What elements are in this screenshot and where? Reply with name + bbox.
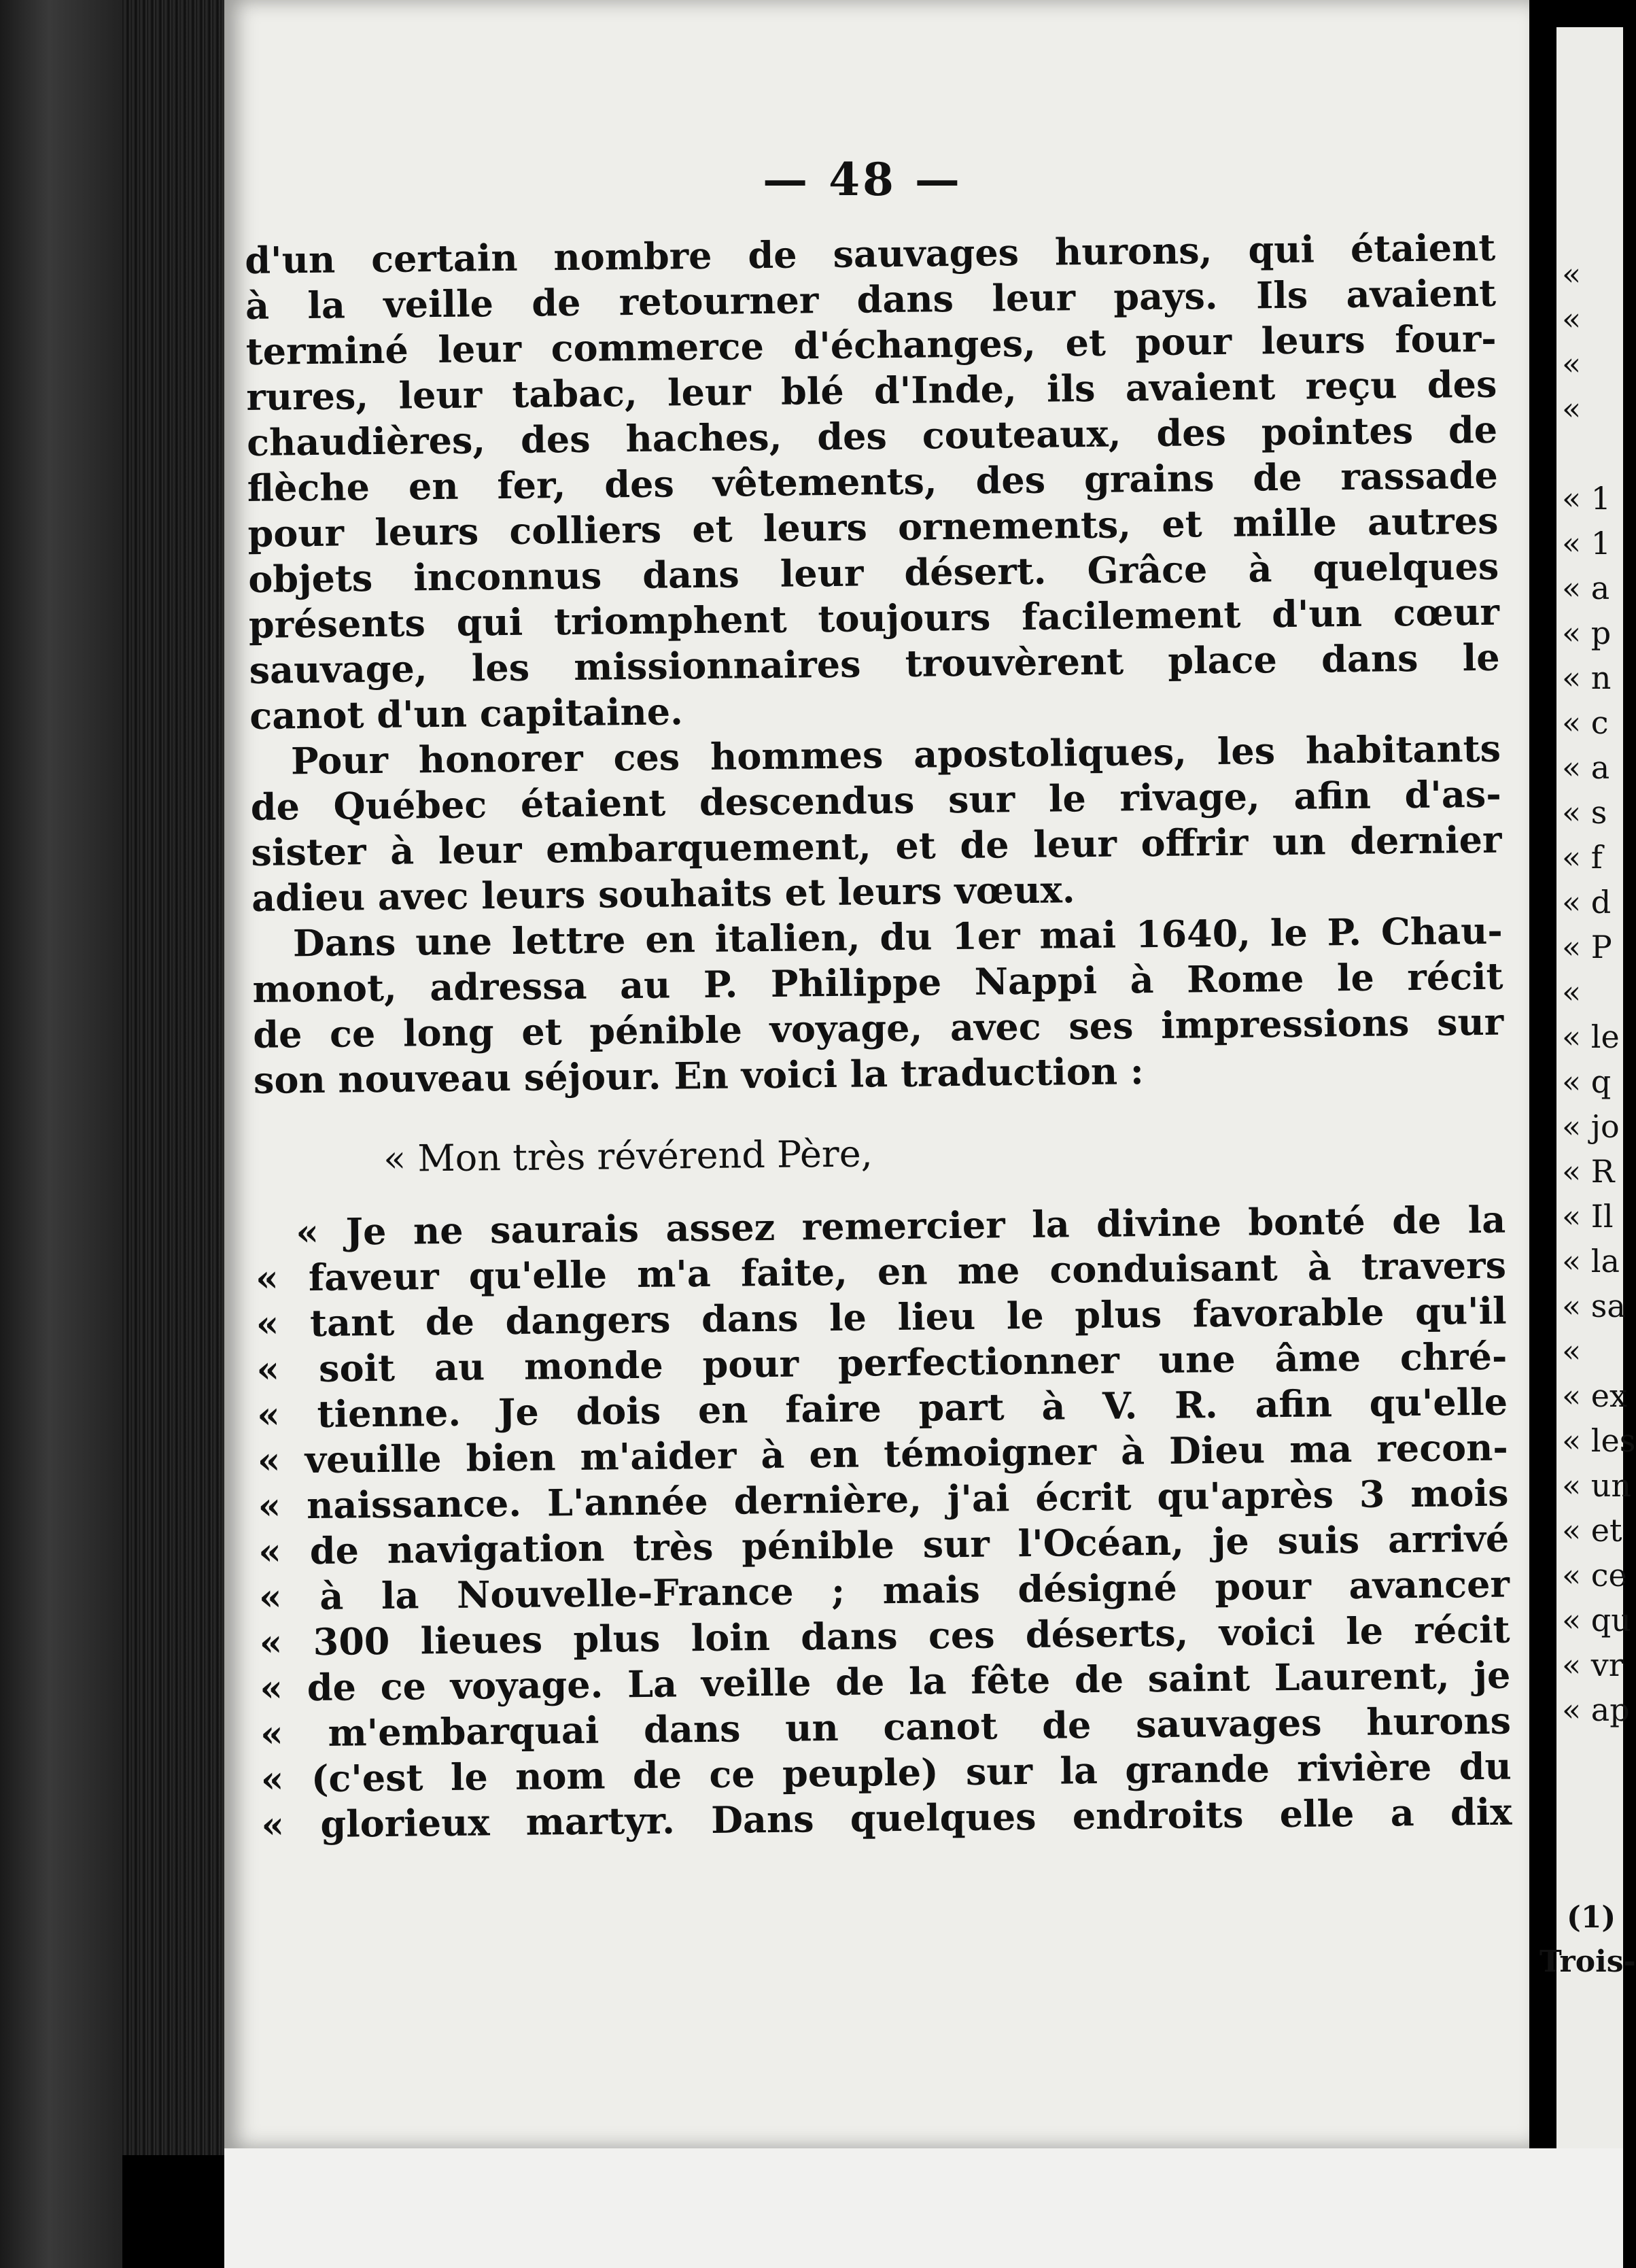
facing-page-line: « ap xyxy=(1562,1691,1630,1728)
text-line: à la veille de retourner dans leur pays. Ils avaient xyxy=(245,271,1497,328)
facing-page-line: « les xyxy=(1562,1422,1636,1459)
letter-line: « de navigation très pénible sur l'Océan, je suis arrivé xyxy=(258,1516,1510,1573)
facing-page-line: « Il xyxy=(1562,1198,1614,1235)
letter-line: « veuille bien m'aider à en témoigner à Dieu ma recon- xyxy=(257,1425,1509,1482)
text-line: canot d'un capitaine. xyxy=(249,689,684,738)
text-line: adieu avec leurs souhaits et leurs vœux. xyxy=(251,867,1075,920)
facing-page-line: « ex xyxy=(1562,1377,1627,1414)
page-bottom-margin xyxy=(224,2148,1623,2268)
facing-page-line: « xyxy=(1562,256,1582,292)
paragraph-1 xyxy=(245,225,1501,739)
page-number: — 48 — xyxy=(763,153,962,206)
facing-page-line: « xyxy=(1562,1333,1582,1369)
letter-line: « tant de dangers dans le lieu le plus favorable qu'il xyxy=(256,1288,1507,1345)
facing-page-line: « p xyxy=(1562,615,1612,651)
facing-page-line: « a xyxy=(1562,749,1610,786)
facing-page-line: « 1 xyxy=(1562,525,1612,562)
letter-body xyxy=(255,1197,1512,1848)
text-line: sauvage, les missionnaires trouvèrent place dans le xyxy=(249,635,1500,692)
facing-page-line: « xyxy=(1562,974,1582,1010)
letter-line: « m'embarquai dans un canot de sauvages hurons xyxy=(260,1698,1512,1755)
letter-salutation: « Mon très révérend Père, xyxy=(383,1132,873,1180)
facing-page-line xyxy=(1556,431,1635,476)
facing-page-line: « vr xyxy=(1562,1647,1624,1683)
book-edge xyxy=(0,0,122,2268)
letter-line: « faveur qu'elle m'a faite, en me conduisant à travers xyxy=(255,1243,1507,1300)
facing-page-fragments xyxy=(1556,252,1635,1732)
facing-page-line: « jo xyxy=(1562,1108,1620,1145)
facing-page-line: « xyxy=(1562,300,1582,337)
facing-page-line: « ce xyxy=(1562,1557,1627,1594)
letter-line: « tienne. Je dois en faire part à V. R. afin qu'elle xyxy=(256,1379,1508,1437)
facing-page-line: « et xyxy=(1562,1512,1622,1549)
text-line: pour leurs colliers et leurs ornements, et mille autres xyxy=(247,498,1499,555)
facing-page-line: « f xyxy=(1562,839,1603,876)
page-stack-binding xyxy=(122,0,231,2155)
text-line: sister à leur embarquement, et de leur offrir un dernier xyxy=(251,817,1502,874)
footnote-text: Trois- xyxy=(1539,1944,1636,1979)
facing-page-line: « xyxy=(1562,345,1582,382)
text-line: de Québec étaient descendus sur le rivage, afin d'as- xyxy=(250,772,1501,829)
letter-line: « (c'est le nom de ce peuple) sur la grande rivière du xyxy=(260,1744,1512,1801)
text-line: chaudières, des haches, des couteaux, des pointes de xyxy=(246,407,1498,464)
facing-page-line: « P xyxy=(1562,929,1612,965)
facing-page-line: « a xyxy=(1562,570,1610,606)
text-line: monot, adressa au P. Philippe Nappi à Rome le récit xyxy=(252,954,1503,1011)
facing-page-line: « la xyxy=(1562,1243,1620,1279)
text-line: présents qui triomphent toujours facilement d'un cœur xyxy=(248,589,1500,647)
letter-line: « soit au monde pour perfectionner une âme chré- xyxy=(256,1334,1508,1391)
facing-page-line: « qu xyxy=(1562,1602,1631,1638)
paragraph-2 xyxy=(250,726,1503,921)
facing-page-line: « q xyxy=(1562,1063,1612,1100)
letter-line: « Je ne saurais assez remercier la divine bonté de la xyxy=(295,1197,1506,1254)
facing-page xyxy=(1556,27,1636,2155)
footnote-marker: (1) xyxy=(1567,1900,1616,1935)
facing-page-footnote xyxy=(1539,1900,1636,1979)
letter-line: « naissance. L'année dernière, j'ai écrit qu'après 3 mois xyxy=(258,1471,1509,1528)
book-gutter xyxy=(1529,20,1556,2162)
facing-page-line: « c xyxy=(1562,704,1609,741)
paragraph-3 xyxy=(252,908,1505,1103)
facing-page-line: « s xyxy=(1562,794,1607,831)
body-text xyxy=(245,225,1512,1848)
letter-line: « 300 lieues plus loin dans ces déserts, voici le récit xyxy=(259,1607,1510,1664)
facing-page-line: « xyxy=(1562,390,1582,427)
facing-page-line: « le xyxy=(1562,1018,1620,1055)
facing-page-line: « d xyxy=(1562,884,1612,921)
facing-page-line: « R xyxy=(1562,1153,1615,1190)
facing-page-line: « un xyxy=(1562,1467,1632,1504)
letter-line: « de ce voyage. La veille de la fête de saint Laurent, je xyxy=(260,1653,1511,1710)
letter-line: « à la Nouvelle-France ; mais désigné pour avancer xyxy=(258,1562,1510,1619)
facing-page-line: « n xyxy=(1562,659,1612,696)
text-line: d'un certain nombre de sauvages hurons, qui étaient xyxy=(245,225,1496,282)
letter-line: « glorieux martyr. Dans quelques endroits elle a dix xyxy=(261,1789,1512,1846)
text-line: de ce long et pénible voyage, avec ses impressions sur xyxy=(252,999,1504,1056)
facing-page-line: « 1 xyxy=(1562,480,1612,517)
text-line: son nouveau séjour. En voici la traduction : xyxy=(253,1049,1145,1102)
text-line: terminé leur commerce d'échanges, et pour leurs four- xyxy=(245,316,1497,373)
facing-page-line: « sa xyxy=(1562,1288,1626,1324)
text-line: objets inconnus dans leur désert. Grâce à quelques xyxy=(247,544,1499,601)
text-line: Pour honorer ces hommes apostoliques, les habitants xyxy=(290,726,1501,783)
text-line: flèche en fer, des vêtements, des grains de rassade xyxy=(247,453,1499,510)
text-line: rures, leur tabac, leur blé d'Inde, ils avaient reçu des xyxy=(246,362,1497,419)
text-line: Dans une lettre en italien, du 1er mai 1640, le P. Chau- xyxy=(292,908,1503,965)
